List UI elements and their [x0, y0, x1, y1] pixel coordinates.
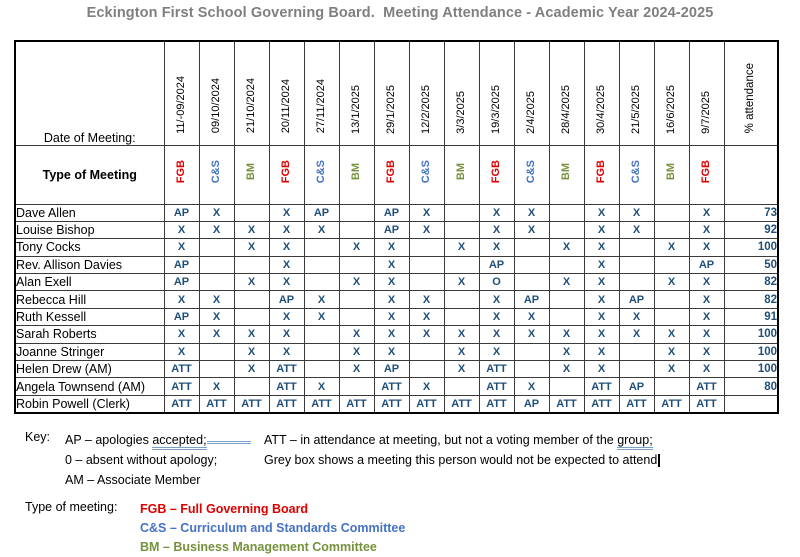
key-absent-line: 0 – absent without apology;: [65, 453, 218, 467]
date-header-cell: 21/10/2024: [234, 41, 269, 145]
attendance-cell: X: [199, 221, 234, 238]
attendance-cell: AP: [619, 291, 654, 308]
meeting-type-cell: BM: [654, 145, 689, 204]
not-expected-cell: [339, 291, 374, 308]
attendance-cell: X: [164, 326, 199, 343]
attendance-cell: ATT: [479, 395, 514, 412]
not-expected-cell: [654, 221, 689, 238]
attendance-cell: X: [339, 343, 374, 360]
attendance-cell: X: [374, 256, 409, 273]
key-right-column: [264, 430, 660, 470]
person-name-cell: Tony Cocks: [15, 239, 164, 256]
date-header-cell: 2/4/2025: [514, 41, 549, 145]
date-header-cell: 09/10/2024: [199, 41, 234, 145]
not-expected-cell: [234, 256, 269, 273]
attendance-cell: AP: [689, 256, 724, 273]
not-expected-cell: [304, 361, 339, 378]
key-att-underlined: group;: [617, 433, 652, 450]
attendance-cell: ATT: [269, 395, 304, 412]
table-row: [15, 256, 778, 273]
meeting-type-cell: BM: [234, 145, 269, 204]
text-cursor: [658, 454, 660, 467]
attendance-cell: X: [549, 239, 584, 256]
not-expected-cell: [444, 291, 479, 308]
attendance-cell: X: [374, 343, 409, 360]
date-header-cell: 21/5/2025: [619, 41, 654, 145]
attendance-cell: AP: [164, 308, 199, 325]
attendance-cell: X: [269, 308, 304, 325]
table-row: [15, 361, 778, 378]
attendance-cell: X: [619, 221, 654, 238]
attendance-cell: X: [479, 221, 514, 238]
attendance-cell: X: [584, 343, 619, 360]
attendance-cell: X: [409, 291, 444, 308]
attendance-cell: X: [374, 239, 409, 256]
not-expected-cell: [304, 274, 339, 291]
table-row: [15, 378, 778, 395]
attendance-cell: X: [479, 308, 514, 325]
not-expected-cell: [304, 239, 339, 256]
attendance-cell: ATT: [654, 395, 689, 412]
attendance-cell: X: [584, 221, 619, 238]
attendance-cell: X: [199, 326, 234, 343]
date-header-cell: 12/2/2025: [409, 41, 444, 145]
attendance-cell: X: [584, 308, 619, 325]
attendance-cell: X: [339, 326, 374, 343]
table-row: [15, 343, 778, 360]
attendance-cell: X: [689, 204, 724, 221]
key-underline-extension: [207, 432, 251, 444]
table-row: [15, 308, 778, 325]
attendance-cell: ATT: [479, 378, 514, 395]
key-left-column: [65, 430, 251, 490]
legend-bm: BM – Business Management Committee: [140, 540, 377, 554]
meeting-type-cell: BM: [444, 145, 479, 204]
attendance-cell: ATT: [269, 361, 304, 378]
not-expected-cell: [654, 256, 689, 273]
attendance-cell: ATT: [164, 378, 199, 395]
attendance-cell: X: [304, 221, 339, 238]
attendance-cell: X: [584, 326, 619, 343]
attendance-cell: X: [339, 274, 374, 291]
attendance-cell: AP: [164, 256, 199, 273]
attendance-cell: ATT: [339, 395, 374, 412]
not-expected-cell: [619, 361, 654, 378]
meeting-type-cell: C&S: [409, 145, 444, 204]
not-expected-cell: [514, 256, 549, 273]
attendance-cell: X: [234, 326, 269, 343]
attendance-cell: AP: [619, 378, 654, 395]
attendance-cell: X: [654, 239, 689, 256]
not-expected-cell: [514, 343, 549, 360]
pct-attendance-cell: 82: [724, 291, 778, 308]
meeting-type-cell: BM: [339, 145, 374, 204]
person-name-cell: Robin Powell (Clerk): [15, 395, 164, 412]
attendance-cell: X: [339, 361, 374, 378]
attendance-cell: X: [269, 274, 304, 291]
not-expected-cell: [444, 204, 479, 221]
person-name-cell: Dave Allen: [15, 204, 164, 221]
key-ap-line: AP – apologies accepted;: [65, 430, 251, 450]
attendance-cell: AP: [374, 361, 409, 378]
attendance-cell: X: [689, 308, 724, 325]
attendance-cell: X: [374, 291, 409, 308]
attendance-cell: X: [199, 308, 234, 325]
not-expected-cell: [549, 308, 584, 325]
attendance-cell: ATT: [584, 395, 619, 412]
attendance-cell: X: [549, 274, 584, 291]
person-name-cell: Angela Townsend (AM): [15, 378, 164, 395]
key-att-line: ATT – in attendance at meeting, but not a voting member of the group;: [264, 430, 660, 450]
not-expected-cell: [304, 256, 339, 273]
table-row: [15, 395, 778, 412]
attendance-cell: ATT: [374, 378, 409, 395]
attendance-cell: X: [234, 274, 269, 291]
person-name-cell: Rev. Allison Davies: [15, 256, 164, 273]
not-expected-cell: [409, 256, 444, 273]
attendance-cell: X: [234, 361, 269, 378]
pct-attendance-cell: 100: [724, 326, 778, 343]
not-expected-cell: [514, 274, 549, 291]
attendance-cell: X: [269, 256, 304, 273]
attendance-cell: X: [199, 291, 234, 308]
attendance-cell: X: [409, 221, 444, 238]
table-row: [15, 239, 778, 256]
attendance-cell: X: [374, 274, 409, 291]
not-expected-cell: [234, 291, 269, 308]
legend-fgb: FGB – Full Governing Board: [140, 502, 309, 516]
attendance-cell: X: [689, 343, 724, 360]
attendance-cell: X: [689, 274, 724, 291]
pct-attendance-cell: 80: [724, 378, 778, 395]
attendance-table: [14, 40, 779, 414]
attendance-cell: ATT: [479, 361, 514, 378]
date-header-cell: 27/11/2024: [304, 41, 339, 145]
date-of-meeting-header: Date of Meeting:: [15, 41, 164, 145]
pct-attendance-cell: 50: [724, 256, 778, 273]
date-header-cell: 29/1/2025: [374, 41, 409, 145]
not-expected-cell: [339, 256, 374, 273]
table-row: [15, 326, 778, 343]
attendance-cell: X: [514, 308, 549, 325]
person-name-cell: Sarah Roberts: [15, 326, 164, 343]
attendance-cell: O: [479, 274, 514, 291]
attendance-cell: X: [234, 239, 269, 256]
meeting-type-cell: C&S: [619, 145, 654, 204]
attendance-cell: X: [584, 204, 619, 221]
date-header-cell: 13/1/2025: [339, 41, 374, 145]
attendance-cell: X: [654, 343, 689, 360]
not-expected-cell: [549, 378, 584, 395]
attendance-cell: X: [619, 326, 654, 343]
attendance-cell: X: [409, 378, 444, 395]
not-expected-cell: [199, 361, 234, 378]
key-grey-note-line: Grey box shows a meeting this person would not be expected to attend: [264, 450, 660, 470]
meeting-type-cell: C&S: [199, 145, 234, 204]
attendance-cell: X: [199, 378, 234, 395]
key-label: Key:: [25, 430, 51, 444]
attendance-cell: X: [444, 343, 479, 360]
person-name-cell: Louise Bishop: [15, 221, 164, 238]
person-name-cell: Ruth Kessell: [15, 308, 164, 325]
attendance-cell: X: [269, 204, 304, 221]
person-name-cell: Helen Drew (AM): [15, 361, 164, 378]
attendance-cell: X: [549, 361, 584, 378]
meeting-type-cell: FGB: [269, 145, 304, 204]
meeting-type-legend: [140, 500, 405, 557]
meeting-type-cell: FGB: [689, 145, 724, 204]
table-row: [15, 291, 778, 308]
attendance-cell: X: [689, 291, 724, 308]
attendance-cell: X: [689, 239, 724, 256]
attendance-cell: X: [654, 274, 689, 291]
not-expected-cell: [549, 256, 584, 273]
meeting-type-cell: FGB: [479, 145, 514, 204]
pct-attendance-cell: 100: [724, 361, 778, 378]
not-expected-cell: [654, 378, 689, 395]
attendance-cell: ATT: [619, 395, 654, 412]
not-expected-cell: [514, 239, 549, 256]
attendance-cell: X: [269, 326, 304, 343]
pct-attendance-cell: 91: [724, 308, 778, 325]
attendance-cell: AP: [374, 204, 409, 221]
attendance-cell: X: [514, 378, 549, 395]
pct-attendance-cell: [724, 395, 778, 412]
not-expected-cell: [654, 308, 689, 325]
not-expected-cell: [654, 291, 689, 308]
pct-attendance-cell: 92: [724, 221, 778, 238]
attendance-cell: X: [199, 204, 234, 221]
attendance-cell: X: [409, 204, 444, 221]
not-expected-cell: [444, 308, 479, 325]
attendance-cell: ATT: [409, 395, 444, 412]
attendance-cell: AP: [479, 256, 514, 273]
attendance-cell: X: [584, 239, 619, 256]
not-expected-cell: [234, 378, 269, 395]
attendance-cell: X: [164, 221, 199, 238]
person-name-cell: Alan Exell: [15, 274, 164, 291]
legend-cs: C&S – Curriculum and Standards Committee: [140, 521, 406, 535]
attendance-cell: X: [479, 326, 514, 343]
date-header-cell: 20/11/2024: [269, 41, 304, 145]
not-expected-cell: [549, 204, 584, 221]
attendance-cell: AP: [374, 221, 409, 238]
table-row: [15, 274, 778, 291]
attendance-cell: [304, 326, 339, 343]
attendance-cell: X: [654, 361, 689, 378]
attendance-cell: X: [444, 239, 479, 256]
not-expected-cell: [619, 343, 654, 360]
attendance-cell: X: [584, 274, 619, 291]
not-expected-cell: [409, 361, 444, 378]
not-expected-cell: [304, 343, 339, 360]
pct-attendance-cell: 73: [724, 204, 778, 221]
not-expected-cell: [339, 378, 374, 395]
not-expected-cell: [619, 256, 654, 273]
attendance-cell: X: [304, 291, 339, 308]
attendance-cell: X: [619, 308, 654, 325]
attendance-cell: ATT: [164, 361, 199, 378]
attendance-cell: X: [234, 221, 269, 238]
pct-attendance-cell: 100: [724, 343, 778, 360]
attendance-cell: X: [409, 326, 444, 343]
pct-attendance-cell: 82: [724, 274, 778, 291]
not-expected-cell: [444, 256, 479, 273]
pct-attendance-cell: 100: [724, 239, 778, 256]
not-expected-cell: [199, 239, 234, 256]
table-row: [15, 221, 778, 238]
not-expected-cell: [199, 343, 234, 360]
meeting-type-cell: FGB: [164, 145, 199, 204]
attendance-cell: AP: [164, 274, 199, 291]
not-expected-cell: [199, 256, 234, 273]
not-expected-cell: [654, 204, 689, 221]
not-expected-cell: [409, 343, 444, 360]
attendance-cell: AP: [514, 395, 549, 412]
attendance-cell: ATT: [584, 378, 619, 395]
attendance-cell: X: [584, 291, 619, 308]
not-expected-cell: [409, 239, 444, 256]
not-expected-cell: [234, 204, 269, 221]
date-header-cell: 30/4/2025: [584, 41, 619, 145]
date-header-cell: 3/3/2025: [444, 41, 479, 145]
attendance-cell: ATT: [269, 378, 304, 395]
attendance-cell: AP: [164, 204, 199, 221]
attendance-cell: ATT: [304, 395, 339, 412]
key-ap-underlined: accepted;: [152, 433, 206, 450]
attendance-cell: X: [444, 326, 479, 343]
attendance-cell: X: [689, 326, 724, 343]
attendance-cell: X: [689, 221, 724, 238]
attendance-cell: X: [444, 361, 479, 378]
not-expected-cell: [619, 274, 654, 291]
not-expected-cell: [619, 239, 654, 256]
attendance-cell: X: [514, 204, 549, 221]
attendance-cell: ATT: [374, 395, 409, 412]
attendance-cell: X: [304, 378, 339, 395]
meeting-type-legend-label: Type of meeting:: [25, 500, 118, 514]
meeting-type-cell: FGB: [374, 145, 409, 204]
attendance-cell: X: [479, 239, 514, 256]
not-expected-cell: [409, 274, 444, 291]
attendance-cell: X: [479, 291, 514, 308]
not-expected-cell: [514, 361, 549, 378]
not-expected-cell: [339, 204, 374, 221]
attendance-cell: ATT: [689, 395, 724, 412]
date-header-cell: 16/6/2025: [654, 41, 689, 145]
meeting-type-cell: BM: [549, 145, 584, 204]
attendance-cell: X: [549, 343, 584, 360]
attendance-cell: X: [549, 326, 584, 343]
date-header-cell: 28/4/2025: [549, 41, 584, 145]
type-of-meeting-header: Type of Meeting: [15, 145, 164, 204]
attendance-cell: X: [584, 256, 619, 273]
attendance-cell: X: [479, 204, 514, 221]
attendance-cell: X: [164, 343, 199, 360]
not-expected-cell: [444, 378, 479, 395]
attendance-cell: X: [374, 308, 409, 325]
attendance-cell: X: [619, 204, 654, 221]
not-expected-cell: [234, 308, 269, 325]
attendance-cell: X: [164, 291, 199, 308]
meeting-type-cell: C&S: [304, 145, 339, 204]
attendance-cell: X: [584, 361, 619, 378]
table-row: [15, 204, 778, 221]
key-am-line: AM – Associate Member: [65, 473, 201, 487]
attendance-cell: ATT: [549, 395, 584, 412]
attendance-cell: X: [269, 221, 304, 238]
attendance-cell: X: [654, 326, 689, 343]
not-expected-cell: [339, 308, 374, 325]
not-expected-cell: [549, 291, 584, 308]
attendance-cell: X: [164, 239, 199, 256]
attendance-cell: ATT: [444, 395, 479, 412]
person-name-cell: Rebecca Hill: [15, 291, 164, 308]
attendance-cell: X: [514, 326, 549, 343]
attendance-cell: X: [689, 361, 724, 378]
not-expected-cell: [549, 221, 584, 238]
meeting-type-cell: FGB: [584, 145, 619, 204]
attendance-cell: X: [269, 239, 304, 256]
page-title: Eckington First School Governing Board. Meeting Attendance - Academic Year 2024-2025: [86, 5, 714, 21]
attendance-cell: ATT: [689, 378, 724, 395]
attendance-cell: ATT: [164, 395, 199, 412]
attendance-cell: AP: [304, 204, 339, 221]
meeting-type-cell: C&S: [514, 145, 549, 204]
attendance-cell: X: [409, 308, 444, 325]
attendance-cell: ATT: [234, 395, 269, 412]
attendance-cell: X: [479, 343, 514, 360]
empty-header-cell: [724, 145, 778, 204]
attendance-cell: X: [234, 343, 269, 360]
attendance-cell: X: [444, 274, 479, 291]
not-expected-cell: [199, 274, 234, 291]
attendance-cell: ATT: [199, 395, 234, 412]
pct-attendance-header: % attendance: [724, 41, 778, 145]
date-header-cell: 9/7/2025: [689, 41, 724, 145]
not-expected-cell: [339, 221, 374, 238]
attendance-cell: X: [339, 239, 374, 256]
attendance-cell: X: [374, 326, 409, 343]
attendance-cell: X: [269, 343, 304, 360]
attendance-cell: AP: [514, 291, 549, 308]
attendance-cell: AP: [269, 291, 304, 308]
attendance-cell: X: [514, 221, 549, 238]
date-header-cell: 11/-09/2024: [164, 41, 199, 145]
person-name-cell: Joanne Stringer: [15, 343, 164, 360]
date-header-cell: 19/3/2025: [479, 41, 514, 145]
attendance-cell: X: [304, 308, 339, 325]
not-expected-cell: [444, 221, 479, 238]
